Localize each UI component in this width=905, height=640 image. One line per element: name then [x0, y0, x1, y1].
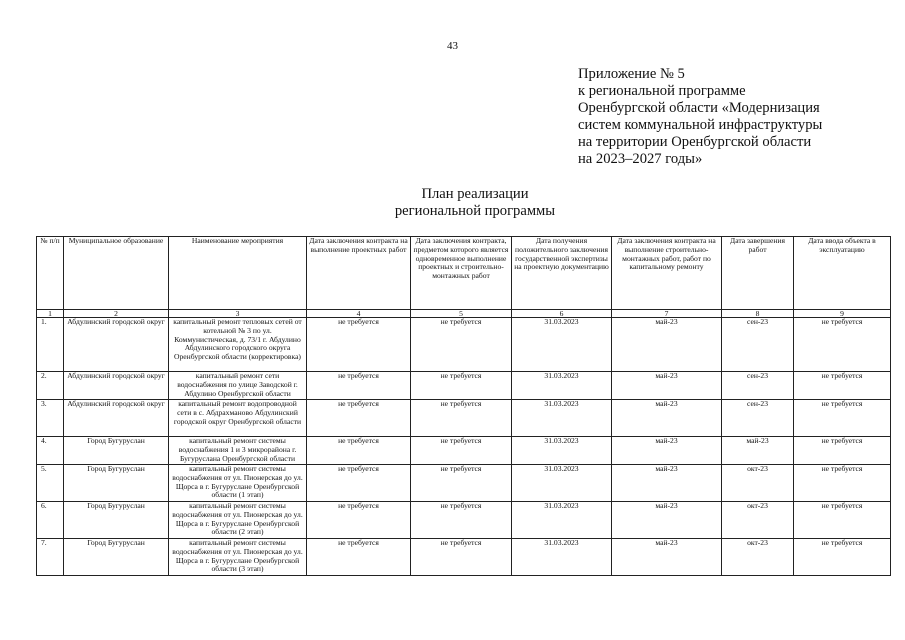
table-row: [37, 465, 891, 502]
activity-cell: капитальный ремонт водопроводной сети в с. Абдрахманово Абдулинский городской округ Оренбургской области: [169, 400, 307, 437]
municipality-cell: Город Бугуруслан: [64, 437, 169, 465]
table-row: [37, 502, 891, 539]
design-contract-cell: не требуется: [307, 400, 411, 437]
expertise-date-cell: 31.03.2023: [512, 372, 612, 400]
commissioning-date-cell: не требуется: [794, 372, 891, 400]
activity-cell: капитальный ремонт сети водоснабжения по улице Заводской г. Абдулино Оренбургской области: [169, 372, 307, 400]
table-row: [37, 318, 891, 372]
column-number: 5: [411, 310, 512, 318]
appendix-line: на 2023–2027 годы»: [578, 151, 703, 167]
activity-cell: капитальный ремонт системы водоснабжения от ул. Пионерская до ул. Щорса в г. Бугуруслане Оренбургской области (1 этап): [169, 465, 307, 502]
column-header: Дата получения положительного заключения государственной экспертизы на проектную документацию: [512, 237, 612, 310]
table-row: [37, 539, 891, 576]
construction-contract-cell: май-23: [612, 465, 722, 502]
title-line: План реализации: [421, 186, 529, 202]
commissioning-date-cell: не требуется: [794, 465, 891, 502]
commissioning-date-cell: не требуется: [794, 437, 891, 465]
combined-contract-cell: не требуется: [411, 437, 512, 465]
table-header-row: [37, 237, 891, 310]
completion-date-cell: окт-23: [722, 539, 794, 576]
combined-contract-cell: не требуется: [411, 318, 512, 372]
completion-date-cell: сен-23: [722, 372, 794, 400]
row-number: 2.: [37, 372, 64, 400]
title-line: региональной программы: [394, 203, 556, 219]
completion-date-cell: окт-23: [722, 465, 794, 502]
municipality-cell: Город Бугуруслан: [64, 539, 169, 576]
design-contract-cell: не требуется: [307, 318, 411, 372]
combined-contract-cell: не требуется: [411, 502, 512, 539]
design-contract-cell: не требуется: [307, 372, 411, 400]
column-number: 4: [307, 310, 411, 318]
combined-contract-cell: не требуется: [411, 465, 512, 502]
page-number: 43: [447, 40, 458, 52]
expertise-date-cell: 31.03.2023: [512, 465, 612, 502]
activity-cell: капитальный ремонт системы водоснабжения 1 и 3 микрорайона г. Бугуруслана Оренбургской области: [169, 437, 307, 465]
expertise-date-cell: 31.03.2023: [512, 502, 612, 539]
expertise-date-cell: 31.03.2023: [512, 318, 612, 372]
appendix-line: Оренбургской области «Модернизация: [578, 100, 820, 116]
municipality-cell: Абдулинский городской округ: [64, 318, 169, 372]
combined-contract-cell: не требуется: [411, 539, 512, 576]
municipality-cell: Абдулинский городской округ: [64, 372, 169, 400]
appendix-line: Приложение № 5: [578, 66, 685, 82]
municipality-cell: Абдулинский городской округ: [64, 400, 169, 437]
column-header: Дата ввода объекта в эксплуатацию: [794, 237, 891, 310]
design-contract-cell: не требуется: [307, 465, 411, 502]
column-number: 2: [64, 310, 169, 318]
commissioning-date-cell: не требуется: [794, 502, 891, 539]
completion-date-cell: май-23: [722, 437, 794, 465]
activity-cell: капитальный ремонт тепловых сетей от котельной № 3 по ул. Коммунистическая, д. 73/1 г. Абдулино Абдулинского городского округа Оренбургской области (корректировка): [169, 318, 307, 372]
construction-contract-cell: май-23: [612, 372, 722, 400]
column-number: 8: [722, 310, 794, 318]
completion-date-cell: сен-23: [722, 400, 794, 437]
column-number: 7: [612, 310, 722, 318]
completion-date-cell: окт-23: [722, 502, 794, 539]
row-number: 1.: [37, 318, 64, 372]
column-header: Наименование мероприятия: [169, 237, 307, 310]
design-contract-cell: не требуется: [307, 437, 411, 465]
activity-cell: капитальный ремонт системы водоснабжения от ул. Пионерская до ул. Щорса в г. Бугуруслане Оренбургской области (2 этап): [169, 502, 307, 539]
expertise-date-cell: 31.03.2023: [512, 400, 612, 437]
commissioning-date-cell: не требуется: [794, 318, 891, 372]
row-number: 7.: [37, 539, 64, 576]
column-header: № п/п: [37, 237, 64, 310]
column-header: Дата заключения контракта, предметом которого является одновременное выполнение проектных и строительно-монтажных работ: [411, 237, 512, 310]
row-number: 5.: [37, 465, 64, 502]
appendix-line: к региональной программе: [578, 83, 746, 99]
table-row: [37, 437, 891, 465]
expertise-date-cell: 31.03.2023: [512, 437, 612, 465]
appendix-line: систем коммунальной инфраструктуры: [578, 117, 823, 133]
column-header: Муниципальное образование: [64, 237, 169, 310]
combined-contract-cell: не требуется: [411, 372, 512, 400]
construction-contract-cell: май-23: [612, 502, 722, 539]
completion-date-cell: сен-23: [722, 318, 794, 372]
appendix-block: [578, 66, 898, 168]
expertise-date-cell: 31.03.2023: [512, 539, 612, 576]
row-number: 4.: [37, 437, 64, 465]
column-number: 9: [794, 310, 891, 318]
column-number: 3: [169, 310, 307, 318]
row-number: 3.: [37, 400, 64, 437]
column-number: 6: [512, 310, 612, 318]
design-contract-cell: не требуется: [307, 539, 411, 576]
appendix-line: на территории Оренбургской области: [578, 134, 812, 150]
column-number: 1: [37, 310, 64, 318]
activity-cell: капитальный ремонт системы водоснабжения от ул. Пионерская до ул. Щорса в г. Бугуруслане Оренбургской области (3 этап): [169, 539, 307, 576]
column-header: Дата заключения контракта на выполнение проектных работ: [307, 237, 411, 310]
column-header: Дата завершения работ: [722, 237, 794, 310]
municipality-cell: Город Бугуруслан: [64, 502, 169, 539]
municipality-cell: Город Бугуруслан: [64, 465, 169, 502]
column-header: Дата заключения контракта на выполнение строительно-монтажных работ, работ по капитальному ремонту: [612, 237, 722, 310]
commissioning-date-cell: не требуется: [794, 400, 891, 437]
combined-contract-cell: не требуется: [411, 400, 512, 437]
design-contract-cell: не требуется: [307, 502, 411, 539]
construction-contract-cell: май-23: [612, 437, 722, 465]
document-title: [345, 186, 605, 220]
construction-contract-cell: май-23: [612, 400, 722, 437]
commissioning-date-cell: не требуется: [794, 539, 891, 576]
construction-contract-cell: май-23: [612, 539, 722, 576]
plan-table: [36, 236, 891, 576]
table-row: [37, 400, 891, 437]
construction-contract-cell: май-23: [612, 318, 722, 372]
row-number: 6.: [37, 502, 64, 539]
table-row: [37, 372, 891, 400]
